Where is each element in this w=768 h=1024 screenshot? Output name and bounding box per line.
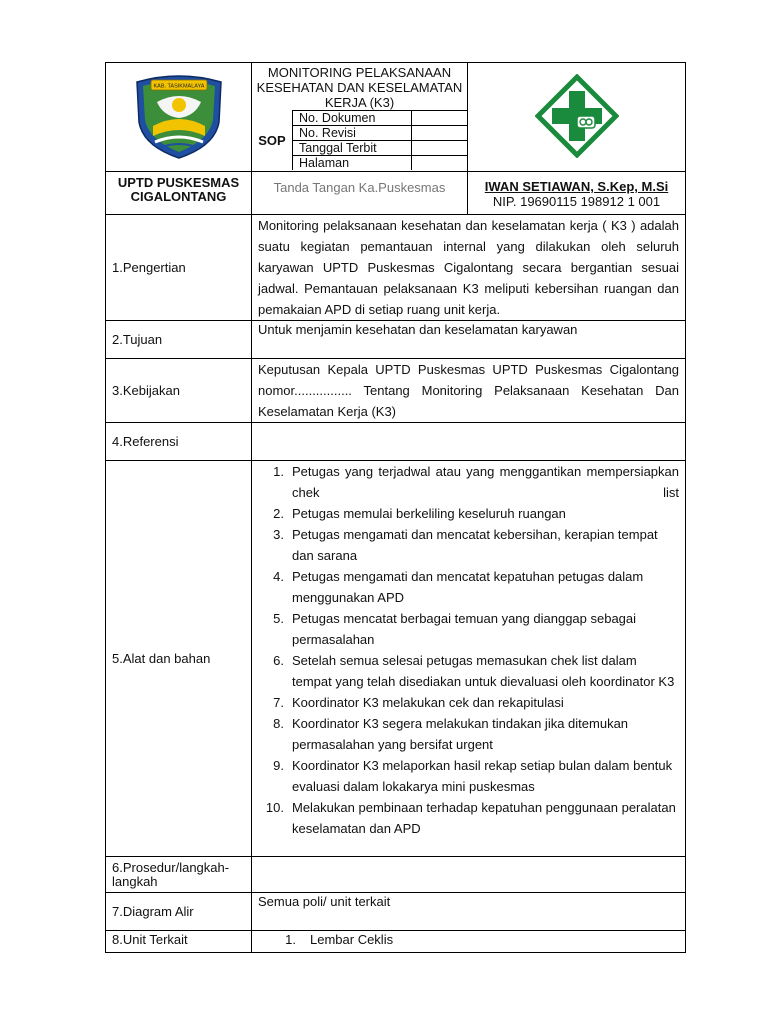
section-label-referensi: 4.Referensi — [106, 423, 252, 461]
meta-row-halaman — [293, 155, 467, 170]
steps-list — [252, 461, 685, 839]
step-item — [252, 797, 679, 839]
section-label-diagram: 7.Diagram Alir — [106, 893, 252, 931]
meta-value — [412, 141, 467, 155]
meta-key: No. Dokumen — [293, 111, 412, 125]
step-item — [252, 713, 679, 755]
step-number: 4. — [273, 569, 284, 584]
step-number: 1. — [273, 464, 284, 479]
step-text: Koordinator K3 segera melakukan tindakan jika ditemukan permasalahan yang bersifat urgent — [292, 716, 629, 752]
meta-row-no-revisi — [293, 125, 467, 140]
step-number: 5. — [273, 611, 284, 626]
section-text-kebijakan: Keputusan Kepala UPTD Puskesmas UPTD Puskesmas Cigalontang nomor................ Tentang Monitoring Pelaksanaan Kesehatan Dan Keselamatan Kerja (K3) — [252, 359, 686, 423]
regency-crest-icon — [131, 72, 227, 160]
meta-rows — [293, 110, 467, 170]
step-item — [252, 650, 679, 692]
crest-caption: KAB. TASIKMALAYA — [153, 83, 204, 89]
sop-document — [105, 62, 685, 953]
step-item — [252, 461, 679, 503]
section-label-alat: 5.Alat dan bahan — [106, 461, 252, 857]
meta-value — [412, 126, 467, 140]
step-text: Petugas mengamati dan mencatat kebersihan, kerapian tempat dan sarana — [292, 527, 658, 563]
document-title: MONITORING PELAKSANAAN KESEHATAN DAN KESELAMATAN KERJA (K3) — [256, 65, 463, 110]
section-label-prosedur: 6.Prosedur/langkah-langkah — [106, 857, 252, 893]
step-number: 2. — [273, 506, 284, 521]
section-label-unit: 8.Unit Terkait — [106, 931, 252, 953]
regency-logo-cell — [106, 63, 252, 172]
step-text: Petugas yang terjadwal atau yang menggantikan mempersiapkan chek list — [292, 464, 679, 500]
step-number: 6. — [273, 653, 284, 668]
step-item — [252, 755, 679, 797]
meta-key: No. Revisi — [293, 126, 412, 140]
meta-value — [412, 111, 467, 125]
document-meta — [252, 110, 467, 170]
section-label-kebijakan: 3.Kebijakan — [106, 359, 252, 423]
meta-row-tanggal-terbit — [293, 140, 467, 155]
meta-key: Tanggal Terbit — [293, 141, 412, 155]
step-item — [252, 608, 679, 650]
sop-table — [105, 62, 686, 953]
head-nip: NIP. 19690115 198912 1 001 — [492, 194, 661, 209]
section-text-referensi — [252, 423, 686, 461]
step-text: Koordinator K3 melakukan cek dan rekapitulasi — [292, 695, 564, 710]
section-text-pengertian: Monitoring pelaksanaan kesehatan dan keselamatan kerja ( K3 ) adalah suatu kegiatan pemantauan internal yang dilakukan oleh seluruh karyawan UPTD Puskesmas Cigalontang secara bergantian sesuai jadwal. Pemantauan pelaksanaan K3 meliputi kebersihan ruangan dan pemakaian APD di setiap ruang unit kerja. — [252, 215, 686, 321]
step-item — [252, 566, 679, 608]
section-text-tujuan: Untuk menjamin kesehatan dan keselamatan karyawan — [252, 321, 686, 359]
step-item — [252, 692, 679, 713]
step-number: 8. — [273, 716, 284, 731]
step-number: 10. — [265, 800, 284, 815]
meta-key: Halaman — [293, 156, 412, 170]
title-cell — [252, 63, 468, 172]
unit-item-number: 1. — [285, 932, 296, 947]
organization-name: UPTD PUSKESMAS CIGALONTANG — [106, 172, 252, 215]
head-name: IWAN SETIAWAN, S.Kep, M.Si — [484, 179, 669, 194]
section-unit-list — [252, 931, 686, 953]
step-text: Petugas mengamati dan mencatat kepatuhan petugas dalam menggunakan APD — [292, 569, 644, 605]
step-number: 9. — [273, 758, 284, 773]
step-text: Setelah semua selesai petugas memasukan chek list dalam tempat yang telah disediakan untuk dievaluasi oleh koordinator K3 — [292, 653, 675, 689]
section-label-pengertian: 1.Pengertian — [106, 215, 252, 321]
section-text-diagram: Semua poli/ unit terkait — [252, 893, 686, 931]
step-text: Petugas mencatat berbagai temuan yang dianggap sebagai permasalahan — [292, 611, 637, 647]
step-text: Melakukan pembinaan terhadap kepatuhan penggunaan peralatan keselamatan dan APD — [292, 800, 676, 836]
step-item — [252, 524, 679, 566]
sop-label: SOP — [252, 110, 293, 170]
step-number: 3. — [273, 527, 284, 542]
section-steps-alat — [252, 461, 686, 857]
step-item — [252, 503, 679, 524]
health-logo-cell — [468, 63, 686, 172]
puskesmas-logo-icon — [535, 74, 619, 158]
section-text-prosedur — [252, 857, 686, 893]
step-text: Petugas memulai berkeliling keseluruh ruangan — [292, 506, 566, 521]
meta-value — [412, 156, 467, 170]
signature-label: Tanda Tangan Ka.Puskesmas — [252, 172, 468, 215]
step-number: 7. — [273, 695, 284, 710]
section-label-tujuan: 2.Tujuan — [106, 321, 252, 359]
head-of-puskesmas — [468, 172, 686, 215]
step-text: Koordinator K3 melaporkan hasil rekap setiap bulan dalam bentuk evaluasi dalam lokakarya mini puskesmas — [292, 758, 673, 794]
meta-row-no-dokumen — [293, 110, 467, 125]
unit-item-text: Lembar Ceklis — [310, 932, 394, 947]
